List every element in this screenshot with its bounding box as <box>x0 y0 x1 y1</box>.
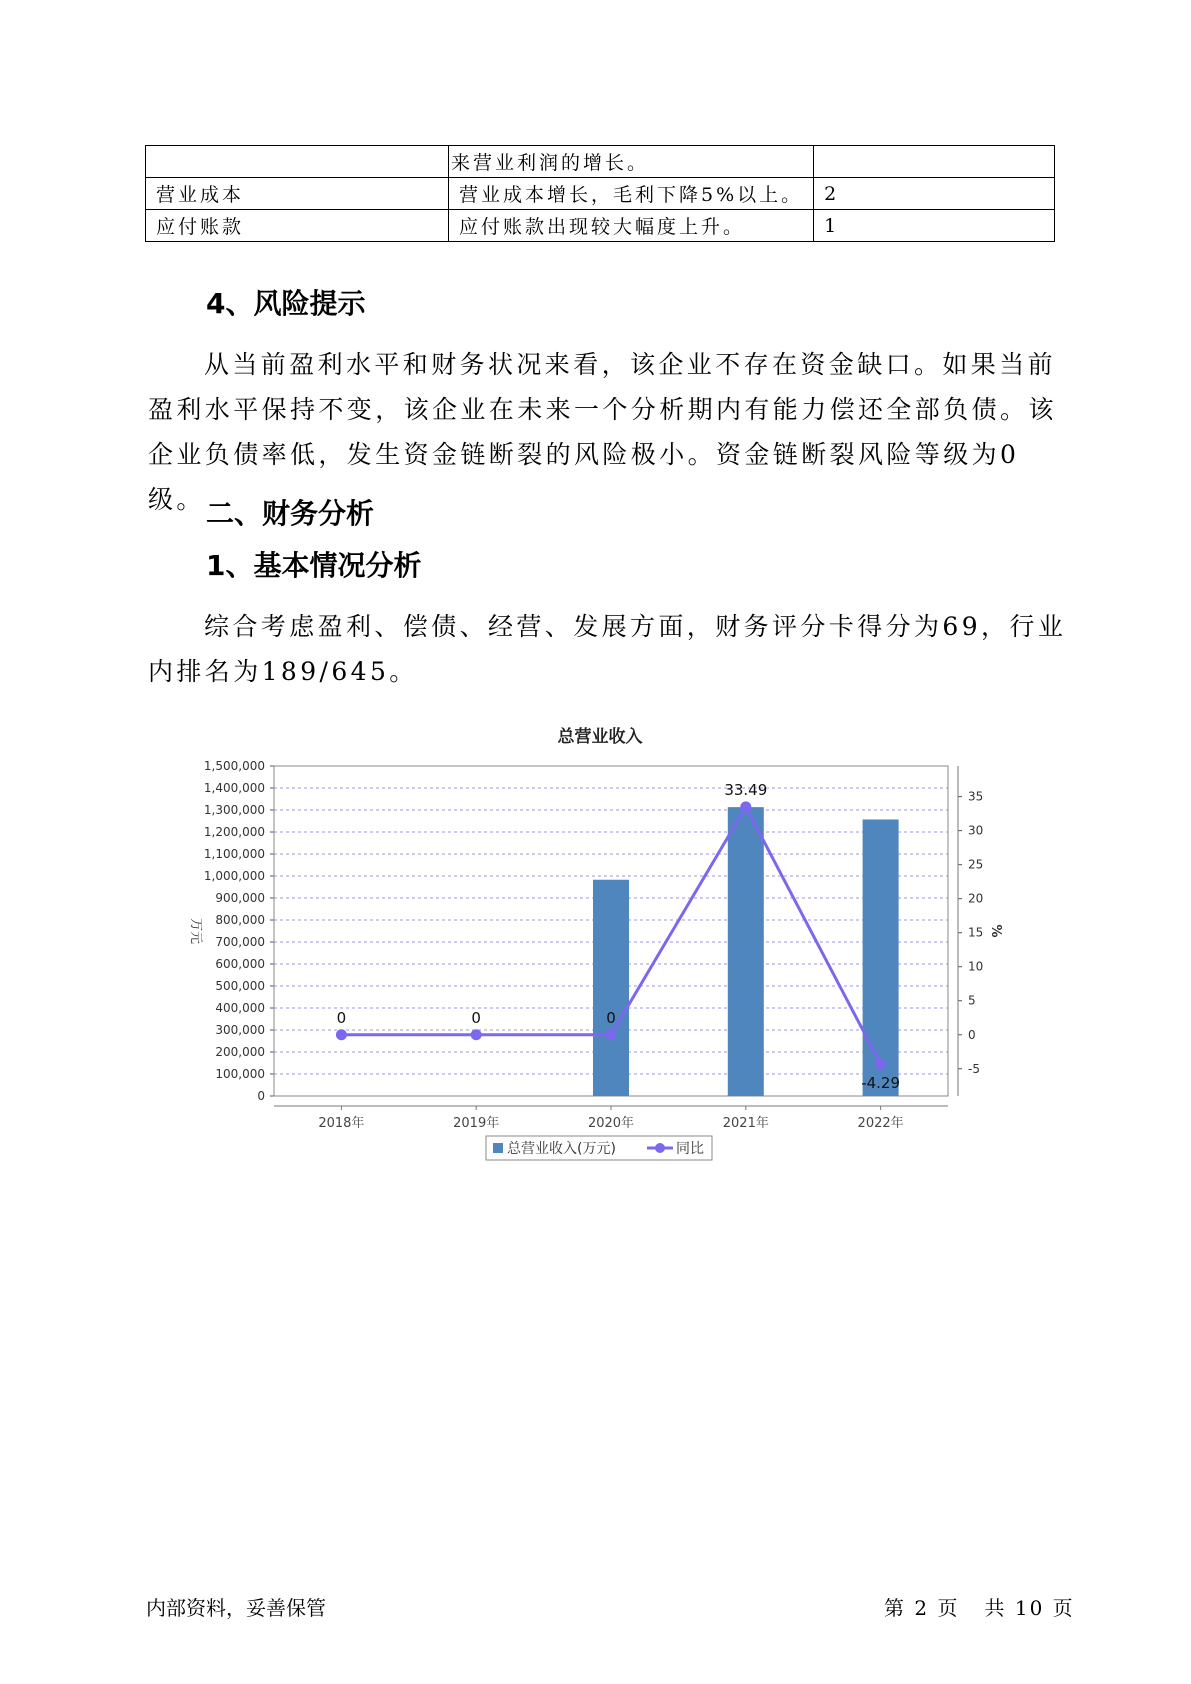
y-tick-label: 300,000 <box>215 1023 265 1037</box>
y-right-tick-label: 15 <box>968 925 984 940</box>
risk-table <box>145 145 1055 242</box>
y-right-tick-label: 0 <box>968 1027 976 1042</box>
basic-heading: 1、基本情况分析 <box>206 549 422 582</box>
yoy-data-label: -4.29 <box>861 1073 901 1092</box>
risk-heading: 4、风险提示 <box>206 287 366 320</box>
legend-bar-swatch <box>493 1143 503 1153</box>
table-cell <box>146 146 449 178</box>
table-cell: 1 <box>814 210 1055 242</box>
table-cell: 应付账款 <box>146 210 449 242</box>
y-right-tick-label: 30 <box>968 823 984 838</box>
y-tick-label: 500,000 <box>215 979 265 993</box>
y-tick-label: 100,000 <box>215 1067 265 1081</box>
y-right-tick-label: 5 <box>968 993 976 1008</box>
x-tick-label: 2018年 <box>318 1116 365 1131</box>
y-tick-label: 400,000 <box>215 1001 265 1015</box>
yoy-point <box>606 1029 617 1040</box>
risk-line-3: 企业负债率低，发生资金链断裂的风险极小。资金链断裂风险等级为0级。 <box>148 440 1020 514</box>
yoy-point <box>875 1058 886 1069</box>
table-row <box>146 210 1055 242</box>
x-tick-label: 2020年 <box>587 1116 635 1131</box>
table-cell: 营业成本 <box>146 178 449 210</box>
yoy-data-label: 33.49 <box>724 780 768 799</box>
table-cell: 来营业利润的增长。 <box>449 146 814 178</box>
legend-line-marker <box>655 1143 665 1153</box>
table-cell: 2 <box>814 178 1055 210</box>
table-row <box>146 178 1055 210</box>
y-tick-label: 1,300,000 <box>203 803 265 817</box>
y-tick-label: 1,000,000 <box>203 869 265 883</box>
basic-line-1: 综合考虑盈利、偿债、经营、发展方面，财务评分卡得分为69，行业 <box>204 612 1067 641</box>
chart-title: 总营业收入 <box>557 727 643 747</box>
y-right-axis-label: % <box>988 924 1003 938</box>
finance-heading: 二、财务分析 <box>206 497 375 530</box>
basic-paragraph <box>148 604 1068 694</box>
bar <box>593 880 629 1096</box>
bar <box>728 807 764 1096</box>
legend-bar-label: 总营业收入(万元) <box>507 1141 616 1157</box>
yoy-data-label: 0 <box>471 1008 481 1027</box>
basic-line-2: 内排名为189/645。 <box>148 657 418 686</box>
legend-line-label: 同比 <box>676 1141 704 1157</box>
table-row <box>146 146 1055 178</box>
y-tick-label: 800,000 <box>215 913 265 927</box>
y-axis-label: 万元 <box>188 917 203 945</box>
revenue-chart <box>0 700 1191 1180</box>
risk-line-2: 盈利水平保持不变，该企业在未来一个分析期内有能力偿还全部负债。该 <box>148 395 1057 424</box>
footer-page-number: 第 2 页 共 10 页 <box>884 1596 1075 1620</box>
y-tick-label: 900,000 <box>215 891 265 905</box>
risk-line-1: 从当前盈利水平和财务状况来看，该企业不存在资金缺口。如果当前 <box>204 350 1057 379</box>
x-tick-label: 2021年 <box>722 1116 769 1131</box>
y-right-tick-label: 25 <box>968 857 984 872</box>
table-cell: 应付账款出现较大幅度上升。 <box>449 210 814 242</box>
y-tick-label: 700,000 <box>215 935 265 949</box>
y-tick-label: 1,400,000 <box>203 781 265 795</box>
y-tick-label: 600,000 <box>215 957 265 971</box>
yoy-point <box>740 801 751 812</box>
footer-left: 内部资料，妥善保管 <box>146 1596 326 1620</box>
yoy-data-label: 0 <box>336 1008 347 1027</box>
y-tick-label: 0 <box>257 1089 265 1103</box>
y-right-tick-label: 20 <box>968 891 984 906</box>
yoy-data-label: 0 <box>606 1008 616 1027</box>
y-right-tick-label: -5 <box>968 1061 980 1076</box>
y-right-tick-label: 35 <box>968 789 984 804</box>
x-tick-label: 2019年 <box>453 1116 500 1131</box>
y-right-tick-label: 10 <box>968 959 984 974</box>
bar <box>863 819 899 1096</box>
y-tick-label: 1,100,000 <box>203 847 265 861</box>
table-cell <box>814 146 1055 178</box>
x-tick-label: 2022年 <box>857 1116 904 1131</box>
y-tick-label: 200,000 <box>215 1045 265 1059</box>
yoy-point <box>336 1029 347 1040</box>
y-tick-label: 1,200,000 <box>203 825 265 839</box>
yoy-point <box>471 1029 482 1040</box>
y-tick-label: 1,500,000 <box>203 759 265 773</box>
table-cell: 营业成本增长，毛利下降5%以上。 <box>449 178 814 210</box>
